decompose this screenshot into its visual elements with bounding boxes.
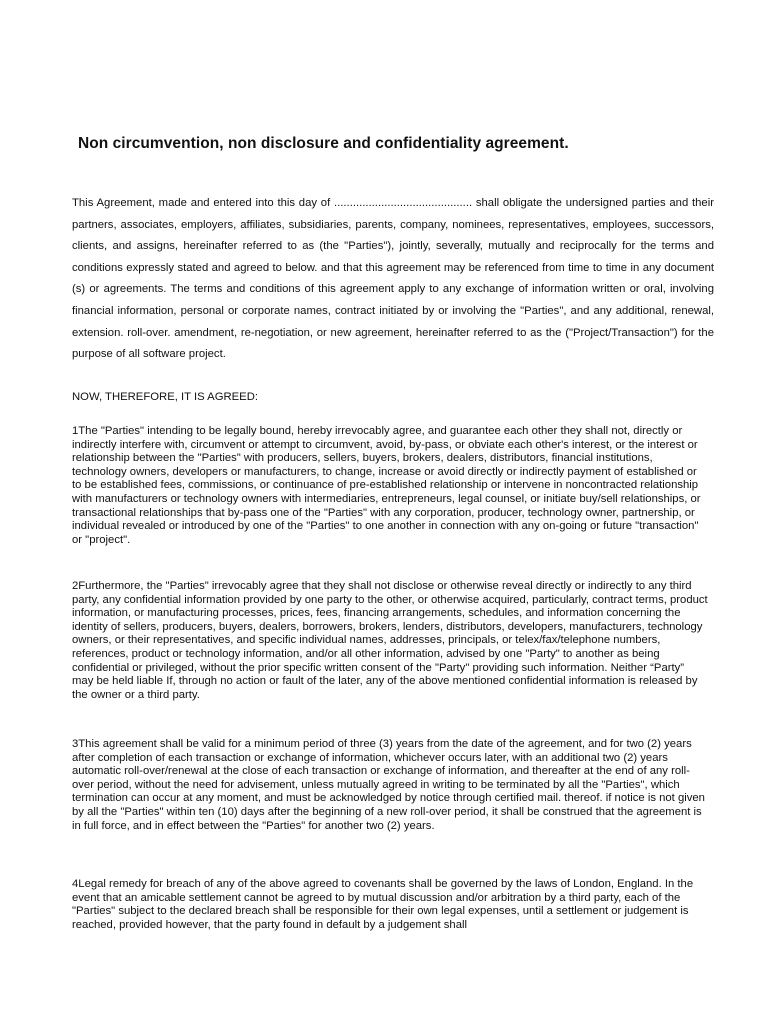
clause-1-paragraph: 1The "Parties" intending to be legally bound, hereby irrevocably agree, and guarantee each other they shall not, directly or indirectly interfere with, circumvent or attempt to circumvent, avoid, by-pass, or obviate each other's interest, or the interest or relationship between the "Parties" with producers, sellers, buyers, brokers, dealers, distributors, financial institutions, technology owners, developers or manufacturers, to change, increase or avoid directly or indirectly payment of established or to be established fees, commissions, or continuance of pre-established relationship or intervene in noncontracted relationship with manufacturers or technology owners with intermediaries, entrepreneurs, legal counsel, or initiate buy/sell relationships, or transactional relationships that by-pass one of the "Parties" with any corporation, producer, technology owner, partnership, or individual revealed or introduced by one of the "Parties" to one another in connection with any on-going or future "transaction" or "project". <box>72 425 701 546</box>
clause-2-paragraph: 2Furthermore, the "Parties" irrevocably agree that they shall not disclose or otherwise reveal directly or indirectly to any third party, any confidential information provided by one party to the other, or otherwise acquired, particularly, contract terms, product information, or manufacturing processes, prices, fees, financing arrangements, schedules, and information concerning the identity of sellers, producers, buyers, dealers, borrowers, brokers, lenders, distributors, developers, manufacturers, technology owners, or their representatives, and specific individual names, addresses, principals, or telex/fax/telephone numbers, references, product or technology information, and/or all other information, advised by one "Party" to another as being confidential or privileged, without the prior specific written consent of the "Party" providing such information. Neither “Party” may be held liable If, through no action or fault of the later, any of the above mentioned confidential information is released by the owner or a third party. <box>72 580 708 701</box>
intro-paragraph: This Agreement, made and entered into this day of ............................................ shall obligate the undersigned parties and their partners, associates, employers, affiliates, subsidiaries, parents, company, nominees, representatives, employees, successors, clients, and assigns, hereinafter referred to as (the "Parties"), jointly, severally, mutually and reciprocally for the terms and conditions expressly stated and agreed to below. and that this agreement may be referenced from time to time in any document (s) or agreements. The terms and conditions of this agreement apply to any exchange of information written or oral, involving financial information, personal or corporate names, contract initiated by or involving the "Parties", and any additional, renewal, extension. roll-over. amendment, re-negotiation, or new agreement, hereinafter referred to as the ("Project/Transaction") for the purpose of all software project. <box>72 197 714 361</box>
agreed-heading: NOW, THEREFORE, IT IS AGREED: <box>72 391 259 403</box>
clause-3-paragraph: 3This agreement shall be valid for a minimum period of three (3) years from the date of the agreement, and for two (2) years after completion of each transaction or exchange of information, whichever occurs later, with an additional two (2) years automatic roll-over/renewal at the close of each transaction or exchange of information, and thereafter at the end of any roll-over period, without the need for advisement, unless mutually agreed in writing to be terminated by all the "Parties", which termination can occur at any moment, and must be acknowledged by notice through certified mail. thereof. if notice is not given by all the "Parties" within ten (10) days after the beginning of a new roll-over period, it shall be construed that the agreement is in full force, and in effect between the "Parties" for another two (2) years. <box>72 738 705 832</box>
document-title: Non circumvention, non disclosure and confidentiality agreement. <box>78 135 569 152</box>
clause-4-paragraph: 4Legal remedy for breach of any of the above agreed to covenants shall be governed by the laws of London, England. In the event that an amicable settlement cannot be agreed to by mutual discussion and/or arbitration by a third party, each of the "Parties" subject to the declared breach shall be responsible for their own legal expenses, until a settlement or judgement is reached, provided however, that the party found in default by a judgement shall <box>72 878 694 931</box>
